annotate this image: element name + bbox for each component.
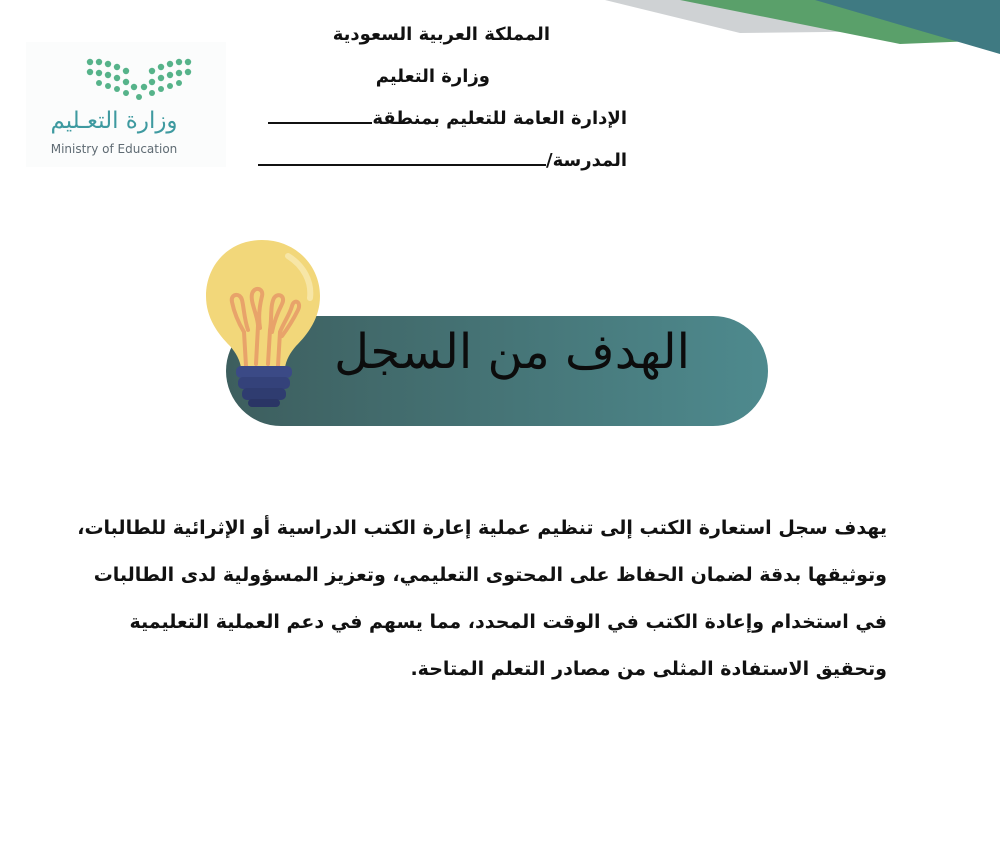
country-heading: المملكة العربية السعودية [332, 24, 550, 45]
school-line [258, 148, 627, 171]
admin-region-label: الإدارة العامة للتعليم بمنطقة [372, 108, 627, 129]
lightbulb-icon [200, 236, 325, 414]
paragraph-line: وتوثيقها بدقة لضمان الحفاظ على المحتوى التعليمي، وتعزيز المسؤولية لدى الطالبات [93, 564, 887, 586]
goal-paragraph [77, 505, 887, 693]
paragraph-line: وتحقيق الاستفادة المثلى من مصادر التعلم المتاحة. [410, 658, 887, 680]
ministry-heading: وزارة التعليم [375, 66, 490, 87]
logo-english-text: Ministry of Education [50, 142, 178, 156]
logo-arabic-text: وزارة التعـليم [50, 108, 178, 134]
ministry-dots-logo-icon [84, 52, 194, 104]
paragraph-line: في استخدام وإعادة الكتب في الوقت المحدد، مما يسهم في دعم العملية التعليمية [129, 611, 887, 633]
paragraph-line: يهدف سجل استعارة الكتب إلى تنظيم عملية إعارة الكتب الدراسية أو الإثرائية للطالبات، [77, 517, 887, 539]
school-blank [258, 148, 546, 166]
admin-region-line [268, 106, 627, 129]
school-label: المدرسة/ [546, 150, 627, 171]
banner-title: الهدف من السجل [334, 324, 690, 380]
admin-region-blank [268, 106, 372, 124]
ministry-logo [26, 42, 226, 167]
